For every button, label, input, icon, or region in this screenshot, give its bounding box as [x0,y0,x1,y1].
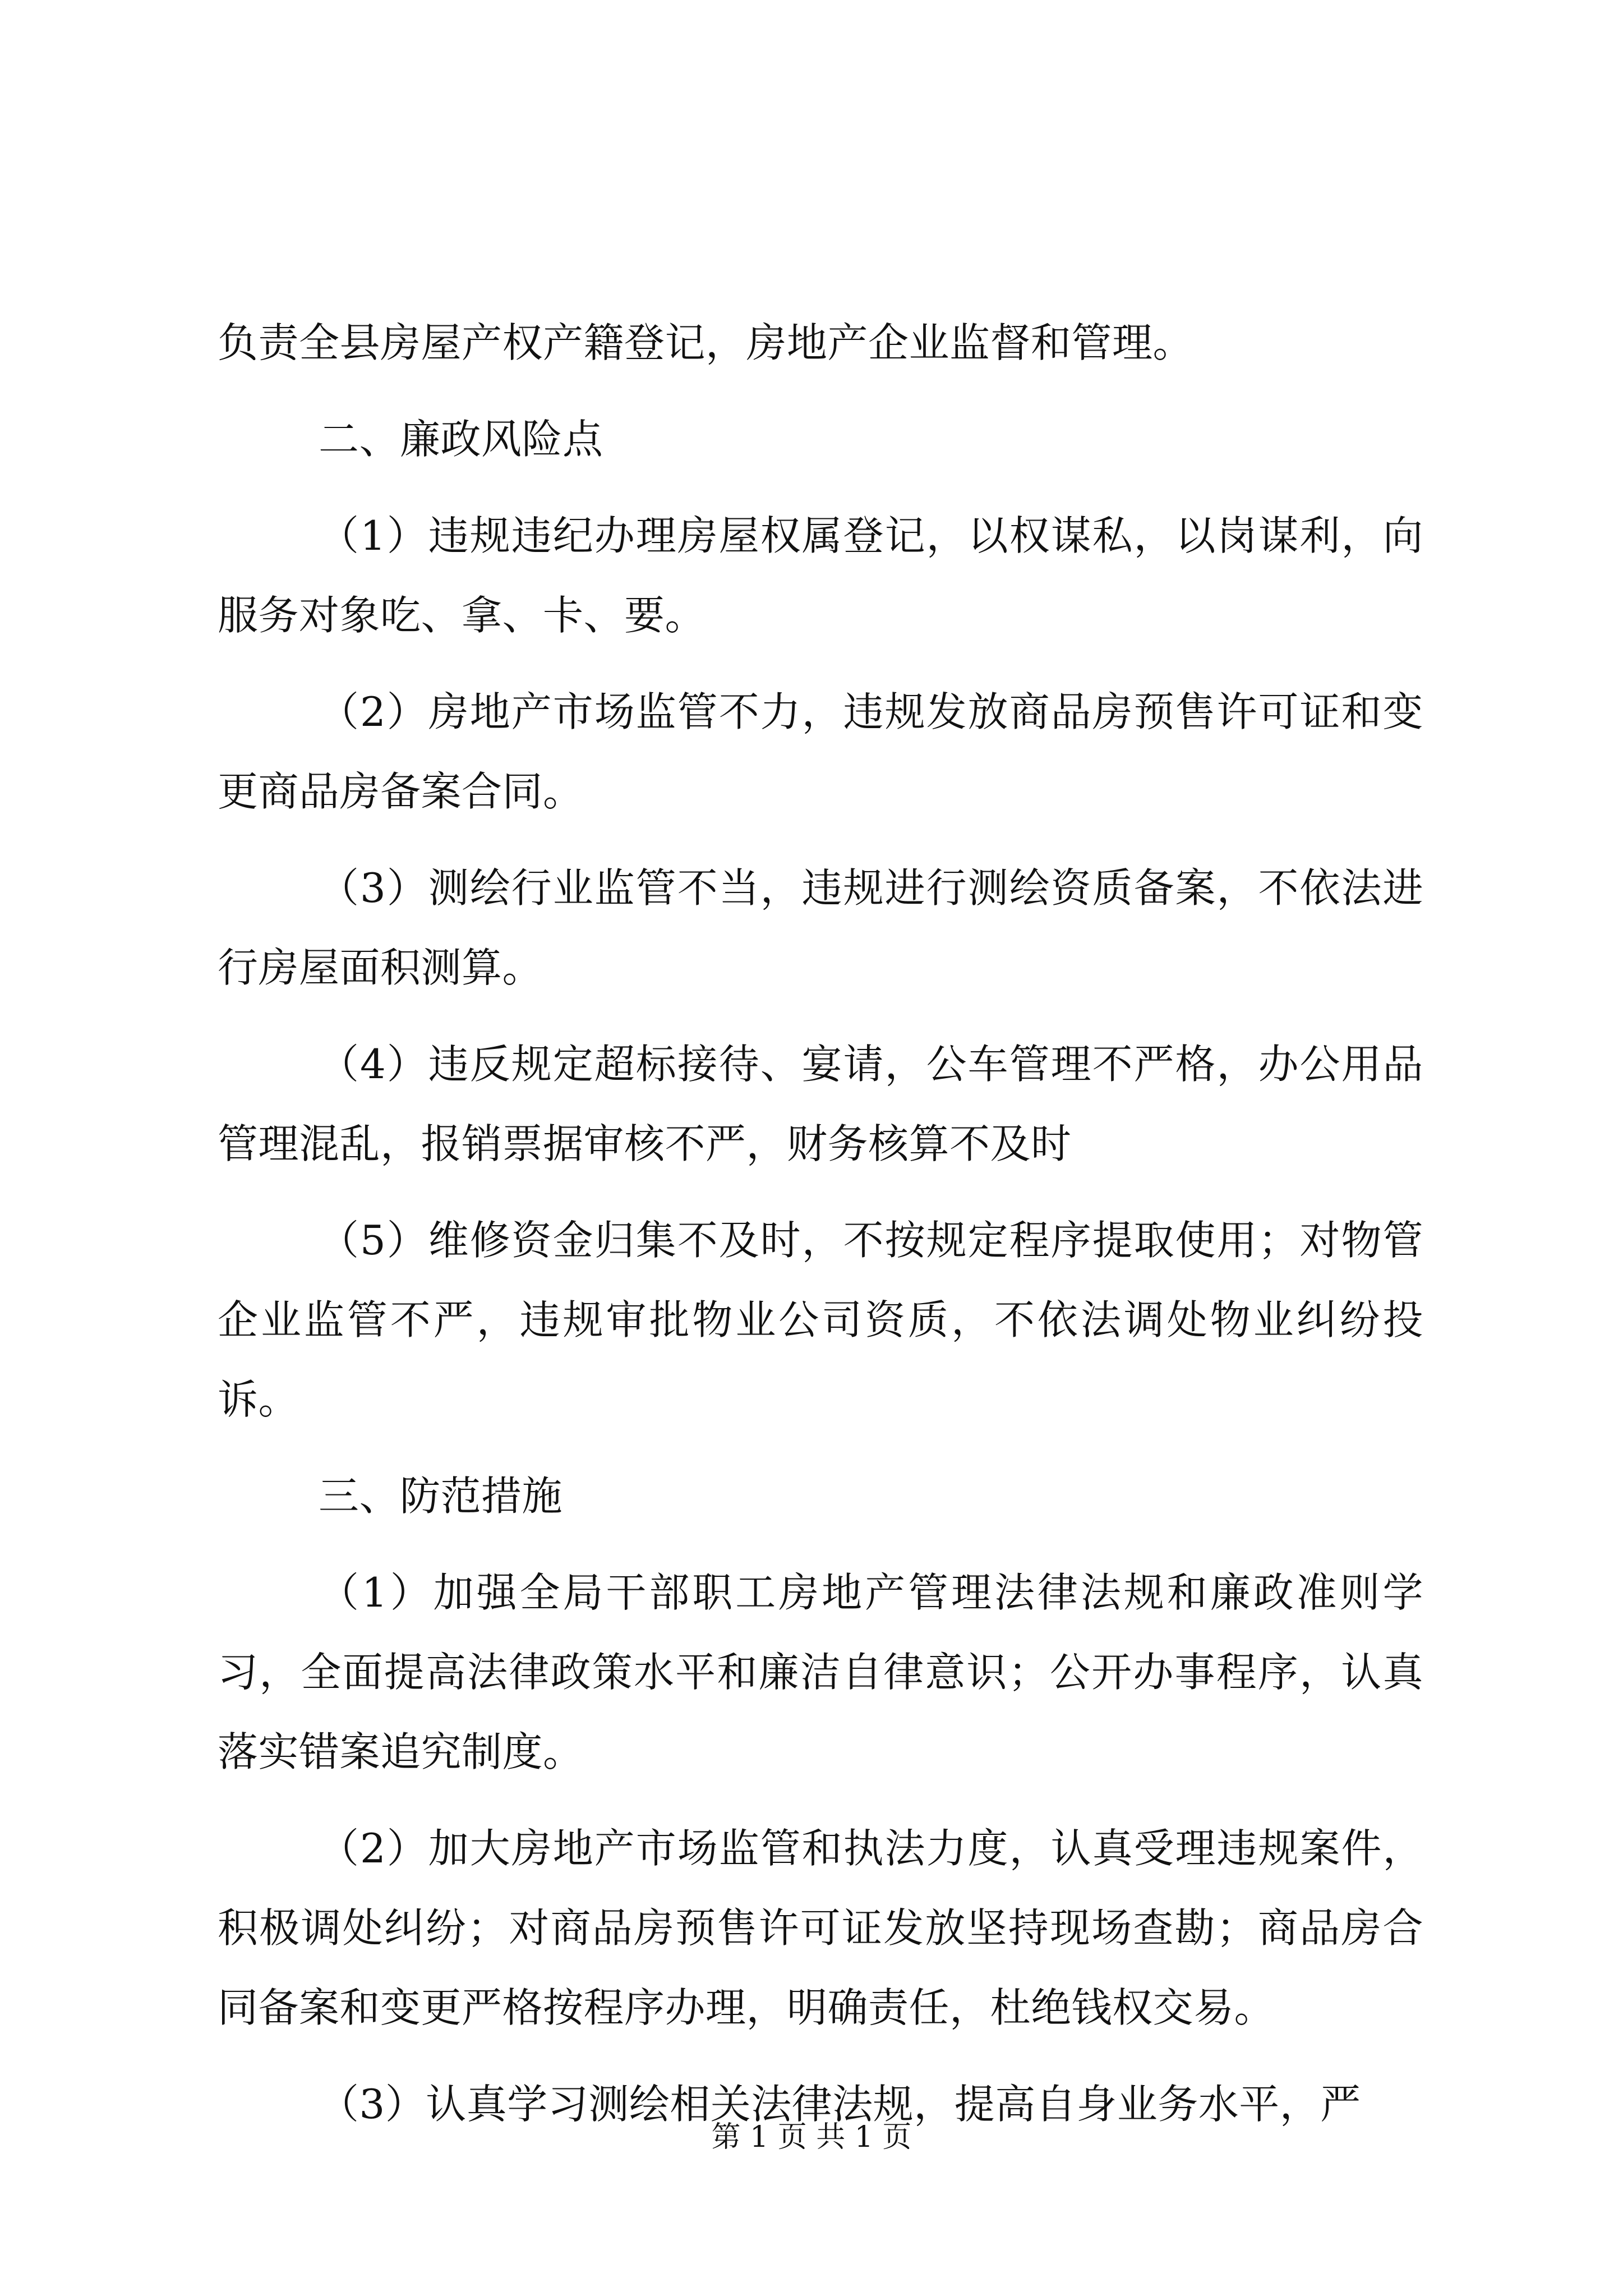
measure-item-3: （3）认真学习测绘相关法律法规，提高自身业务水平，严 [319,2081,1361,2128]
measure-item-1: （1）加强全局干部职工房地产管理法律法规和廉政准则学习，全面提高法律政策水平和廉洁自律意识；公开办事程序，认真落实错案追究制度。 [218,1569,1423,1775]
measure-item-2: （2）加大房地产市场监管和执法力度，认真受理违规案件，积极调处纠纷；对商品房预售许可证发放坚持现场查勘；商品房合同备案和变更严格按程序办理，明确责任，杜绝钱权交易。 [218,1825,1423,2031]
risk-item-4: （4）违反规定超标接待、宴请，公车管理不严格，办公用品管理混乱，报销票据审核不严，财务核算不及时 [218,1041,1423,1167]
page-number-footer: 第 1 页 共 1 页 [711,2120,912,2154]
risk-item-1: （1）违规违纪办理房屋权属登记，以权谋私，以岗谋利，向服务对象吃、拿、卡、要。 [218,512,1423,639]
section-heading-risk-points: 二、廉政风险点 [319,416,603,463]
risk-item-3: （3）测绘行业监管不当，违规进行测绘资质备案，不依法进行房屋面积测算。 [218,864,1423,991]
paragraph-continuation: 负责全县房屋产权产籍登记，房地产企业监督和管理。 [218,319,1194,366]
risk-item-5: （5）维修资金归集不及时，不按规定程序提取使用；对物管企业监管不严，违规审批物业公司资质，不依法调处物业纠纷投诉。 [218,1217,1423,1423]
risk-item-2: （2）房地产市场监管不力，违规发放商品房预售许可证和变更商品房备案合同。 [218,688,1423,815]
section-heading-measures: 三、防范措施 [319,1473,563,1520]
document-body [218,303,1423,2161]
